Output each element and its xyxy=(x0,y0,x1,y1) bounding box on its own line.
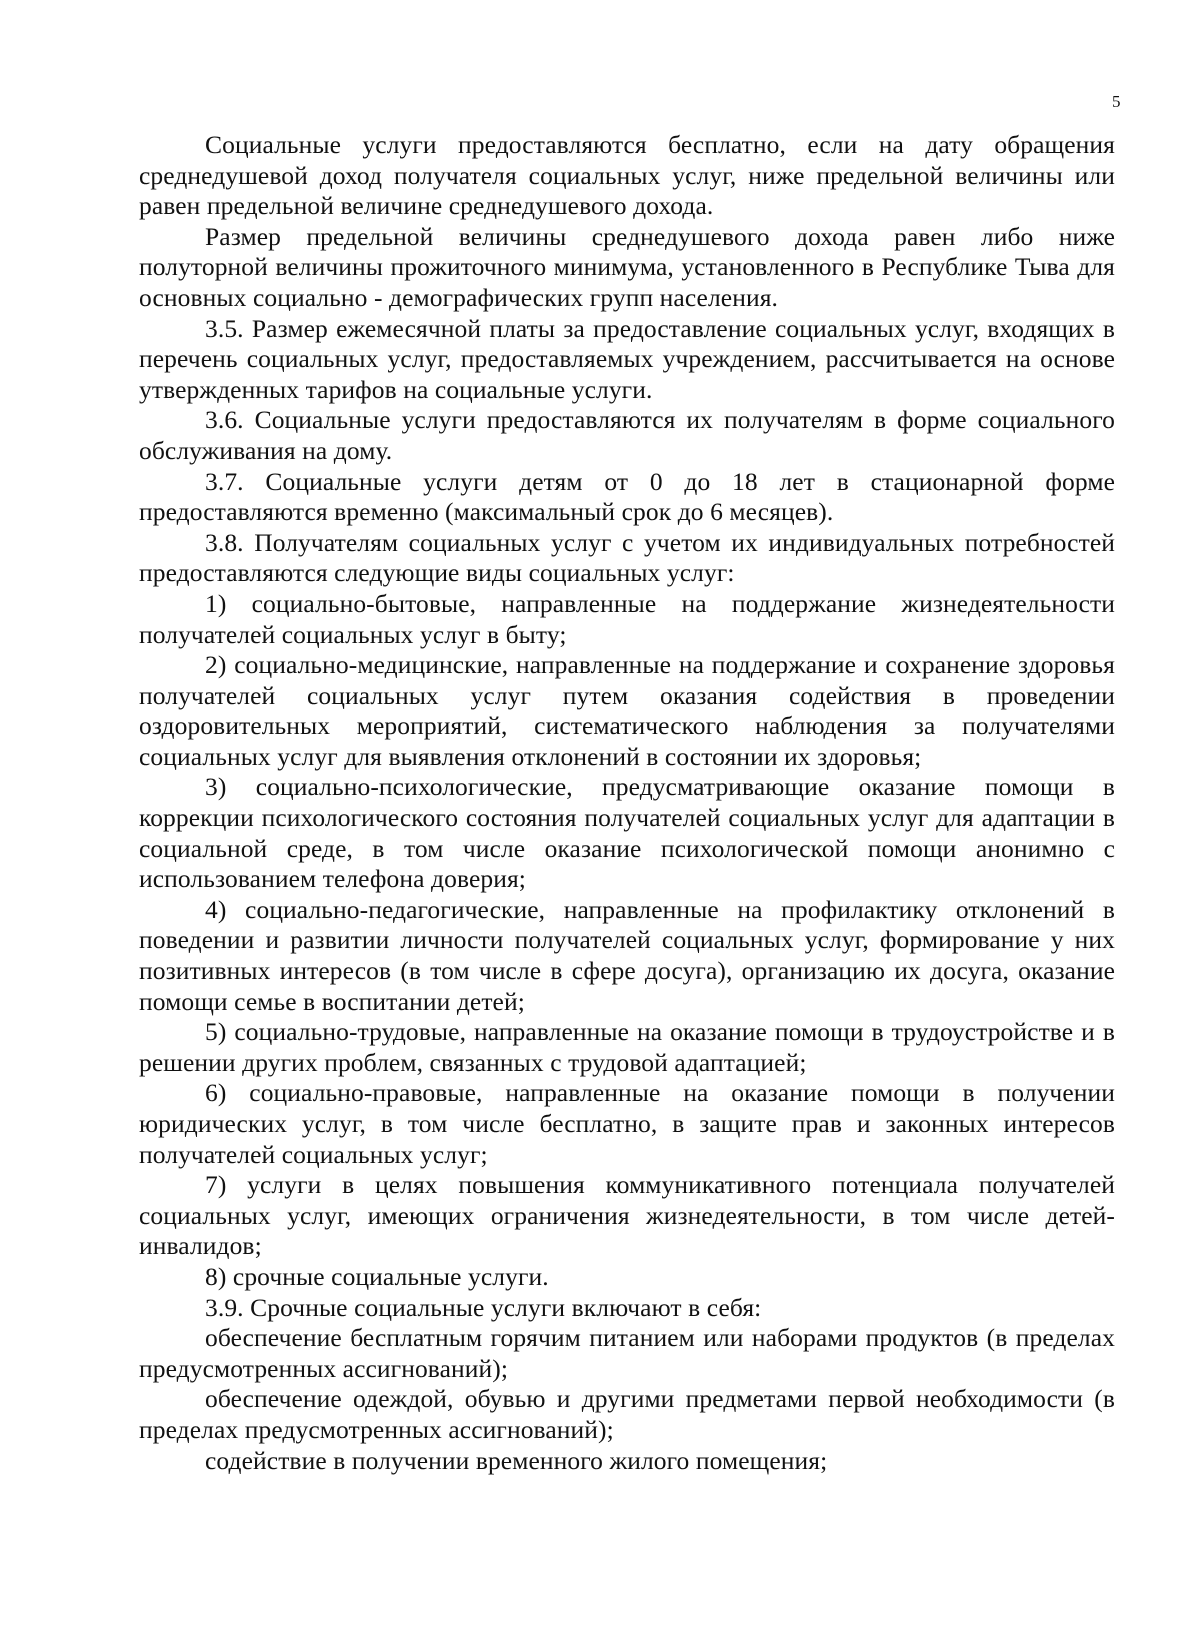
list-item-4: 4) социально-педагогические, направленные на профилактику отклонений в поведении и развитии личности получателей социальных услуг, формирование у них позитивных интересов (в том числе в сфере досуга), организацию их досуга, оказание помощи семье в воспитании детей; xyxy=(139,894,1115,1016)
document-body xyxy=(139,130,1115,1476)
list-item-1: 1) социально-бытовые, направленные на поддержание жизнедеятельности получателей социальных услуг в быту; xyxy=(139,588,1115,649)
paragraph-income-limit: Размер предельной величины среднедушевого дохода равен либо ниже полуторной величины прожиточного минимума, установленного в Республике Тыва для основных социально - демографических групп населения. xyxy=(139,221,1115,312)
paragraph-3-8: 3.8. Получателям социальных услуг с учетом их индивидуальных потребностей предоставляются следующие виды социальных услуг: xyxy=(139,527,1115,588)
list-item-8: 8) срочные социальные услуги. xyxy=(205,1261,549,1291)
paragraph-3-9: 3.9. Срочные социальные услуги включают в себя: xyxy=(205,1292,762,1322)
urgent-item-housing: содействие в получении временного жилого помещения; xyxy=(205,1445,828,1475)
urgent-item-clothing: обеспечение одеждой, обувью и другими предметами первой необходимости (в пределах предусмотренных ассигнований); xyxy=(139,1384,1115,1444)
paragraph-free-services: Социальные услуги предоставляются бесплатно, если на дату обращения среднедушевой доход получателя социальных услуг, ниже предельной величины или равен предельной величине среднедушевого дохода. xyxy=(139,130,1115,221)
page-number: 5 xyxy=(1112,92,1121,111)
list-item-2: 2) социально-медицинские, направленные на поддержание и сохранение здоровья получателей социальных услуг путем оказания содействия в проведении оздоровительных мероприятий, систематического наблюдения за получателями социальных услуг для выявления отклонений в состоянии их здоровья; xyxy=(139,650,1115,771)
list-item-5: 5) социально-трудовые, направленные на оказание помощи в трудоустройстве и в решении других проблем, связанных с трудовой адаптацией; xyxy=(139,1017,1115,1077)
list-item-3: 3) социально-психологические, предусматривающие оказание помощи в коррекции психологического состояния получателей социальных услуг для адаптации в социальной среде, в том числе оказание психологической помощи анонимно с использованием телефона доверия; xyxy=(139,772,1115,894)
list-item-7: 7) услуги в целях повышения коммуникативного потенциала получателей социальных услуг, имеющих ограничения жизнедеятельности, в том числе детей-инвалидов; xyxy=(139,1170,1115,1261)
list-item-6: 6) социально-правовые, направленные на оказание помощи в получении юридических услуг, в том числе бесплатно, в защите прав и законных интересов получателей социальных услуг; xyxy=(139,1078,1115,1169)
urgent-item-food: обеспечение бесплатным горячим питанием или наборами продуктов (в пределах предусмотренных ассигнований); xyxy=(139,1323,1115,1383)
paragraph-3-6: 3.6. Социальные услуги предоставляются их получателям в форме социального обслуживания на дому. xyxy=(139,405,1115,465)
paragraph-3-7: 3.7. Социальные услуги детям от 0 до 18 лет в стационарной форме предоставляются временно (максимальный срок до 6 месяцев). xyxy=(139,466,1115,527)
paragraph-3-5: 3.5. Размер ежемесячной платы за предоставление социальных услуг, входящих в перечень социальных услуг, предоставляемых учреждением, рассчитывается на основе утвержденных тарифов на социальные услуги. xyxy=(139,313,1115,404)
